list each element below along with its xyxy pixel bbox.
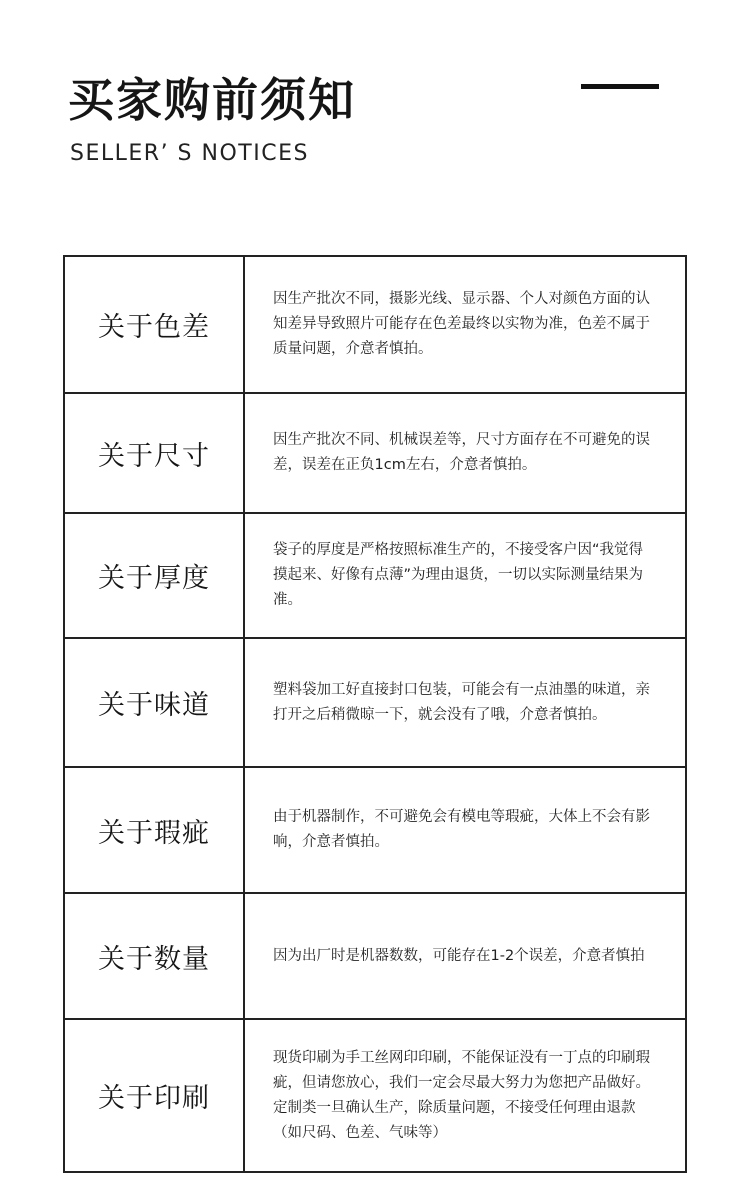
notice-text: 袋子的厚度是严格按照标准生产的，不接受客户因“我觉得摸起来、好像有点薄”为理由退货，一切以实际测量结果为准。 xyxy=(273,542,644,608)
notice-text-wrap xyxy=(273,394,651,512)
notice-row-defects xyxy=(65,768,685,894)
notice-text: 现货印刷为手工丝网印印刷，不能保证没有一丁点的印刷瑕疵，但请您放心，我们一定会尽最大努力为您把产品做好。定制类一旦确认生产，除质量问题，不接受任何理由退款（如尺码、色差、气味等） xyxy=(273,1049,650,1141)
notice-label: 关于数量 xyxy=(65,894,245,1018)
notice-label: 关于瑕疵 xyxy=(65,768,245,892)
notice-text-wrap xyxy=(273,894,651,1018)
notice-text: 由于机器制作，不可避免会有模电等瑕疵，大体上不会有影响，介意者慎拍。 xyxy=(273,809,650,850)
notice-text: 因为出厂时是机器数数，可能存在1-2个误差，介意者慎拍 xyxy=(273,947,645,964)
notice-text: 因生产批次不同，摄影光线、显示器、个人对颜色方面的认知差异导致照片可能存在色差最终以实物为准，色差不属于质量问题，介意者慎拍。 xyxy=(273,291,650,357)
notice-row-quantity xyxy=(65,894,685,1020)
notice-row-smell xyxy=(65,639,685,768)
notice-label: 关于印刷 xyxy=(65,1020,245,1171)
page-title: 买家购前须知 xyxy=(68,73,356,127)
notice-label: 关于尺寸 xyxy=(65,394,245,512)
notice-row-color-difference xyxy=(65,257,685,394)
notice-row-thickness xyxy=(65,514,685,639)
notice-label: 关于味道 xyxy=(65,639,245,766)
notice-row-printing xyxy=(65,1020,685,1171)
notice-table xyxy=(63,255,687,1173)
notice-label: 关于厚度 xyxy=(65,514,245,637)
notice-row-size xyxy=(65,394,685,514)
notice-text-wrap xyxy=(273,1020,651,1171)
notice-text-wrap xyxy=(273,768,651,892)
notice-text: 塑料袋加工好直接封口包装，可能会有一点油墨的味道，亲打开之后稍微晾一下，就会没有了哦，介意者慎拍。 xyxy=(273,681,650,723)
notice-text-wrap xyxy=(273,639,651,766)
notice-text-wrap xyxy=(273,257,651,392)
notice-label: 关于色差 xyxy=(65,257,245,392)
decorative-bar xyxy=(581,84,659,89)
notice-text-wrap xyxy=(273,514,651,637)
page-subtitle: SELLER’ S NOTICES xyxy=(70,141,309,166)
notice-text: 因生产批次不同、机械误差等，尺寸方面存在不可避免的误差，误差在正负1cm左右，介意者慎拍。 xyxy=(273,432,650,473)
